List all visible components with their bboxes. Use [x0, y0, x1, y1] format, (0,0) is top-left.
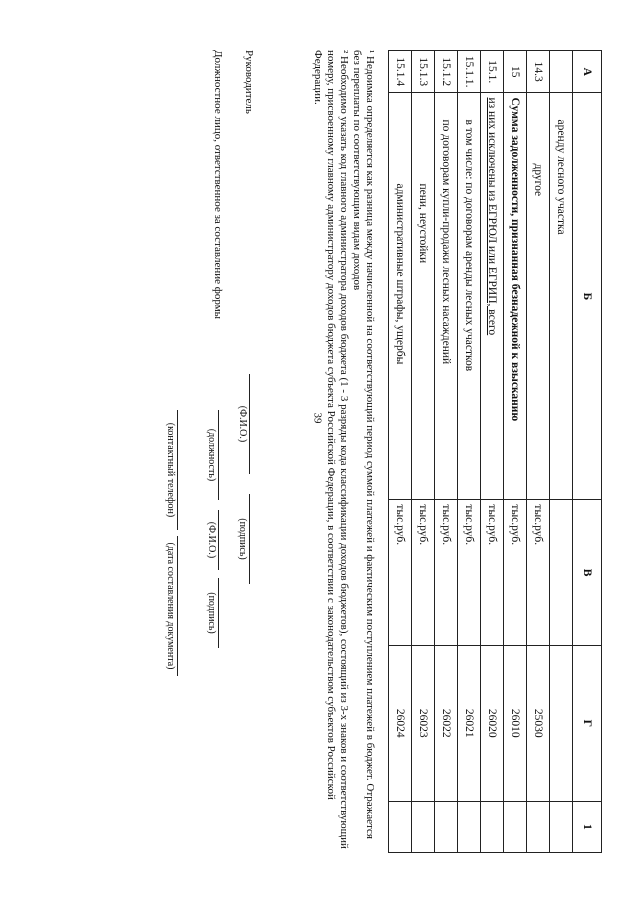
resp-fio-line: [218, 510, 219, 570]
row-value: [504, 801, 527, 852]
row-name: аренду лесного участка: [550, 93, 573, 500]
row-value: [412, 801, 435, 852]
row-line-code: 26024: [389, 645, 412, 801]
row-unit: тыс.руб.: [481, 500, 504, 645]
row-code: 15: [504, 51, 527, 93]
row-unit: тыс.руб.: [389, 500, 412, 645]
row-code: 15.1.4: [389, 51, 412, 93]
report-table: [388, 50, 602, 853]
table-row: [504, 51, 527, 853]
header-b: Б: [573, 93, 602, 500]
header-v: В: [573, 500, 602, 645]
resp-position-line: [218, 410, 219, 500]
row-unit: тыс.руб.: [412, 500, 435, 645]
row-code: 15.1.2: [435, 51, 458, 93]
row-value: [527, 801, 550, 852]
head-label: Руководитель: [243, 50, 255, 114]
row-code: 15.1.: [481, 51, 504, 93]
head-sign-caption: (подпись): [237, 518, 248, 560]
row-value: [435, 801, 458, 852]
table-row: [389, 51, 412, 853]
row-name: другое: [527, 93, 550, 500]
resp-sign-line: [218, 578, 219, 648]
resp-sign-caption: (подпись): [206, 592, 217, 634]
table-row: [481, 51, 504, 853]
row-unit: тыс.руб.: [527, 500, 550, 645]
page-number: 39: [311, 412, 324, 424]
row-unit: [550, 500, 573, 645]
row-value: [550, 801, 573, 852]
row-code: 15.1.1.: [458, 51, 481, 93]
row-line-code: [550, 645, 573, 801]
table-row: [435, 51, 458, 853]
responsible-label: Должностное лицо, ответственное за составление формы: [212, 50, 224, 320]
row-name: в том числе: по договорам аренды лесных участков: [458, 93, 481, 500]
resp-fio-caption: (Ф.И.О.): [206, 521, 217, 559]
row-name: пени, неустойки: [412, 93, 435, 500]
phone-line: [177, 410, 178, 530]
row-code: [550, 51, 573, 93]
table-body: [389, 51, 573, 853]
phone-caption: (контактный телефон): [165, 422, 176, 518]
row-code: 15.1.3: [412, 51, 435, 93]
row-line-code: 26020: [481, 645, 504, 801]
table-header-row: [573, 51, 602, 853]
footnote-1: ¹ Недоимка определяется как разница между начисленной на соответствующий период суммой платежей и фактическим поступлением платежей в бюджет. Отражается без переплаты по соответствующим видам доходов: [351, 50, 376, 839]
table-row: [458, 51, 481, 853]
row-name: Сумма задолженности, признанная безнадежной к взысканию: [504, 93, 527, 500]
row-unit: тыс.руб.: [504, 500, 527, 645]
rotated-document-body: [20, 32, 620, 872]
row-line-code: 25030: [527, 645, 550, 801]
row-unit: тыс.руб.: [435, 500, 458, 645]
resp-position-caption: (должность): [206, 428, 217, 482]
row-value: [458, 801, 481, 852]
head-fio-caption: (Ф.И.О.): [237, 405, 248, 443]
header-a: А: [573, 51, 602, 93]
row-line-code: 26022: [435, 645, 458, 801]
row-value: [481, 801, 504, 852]
head-sign-line: [249, 494, 250, 584]
table-row: [527, 51, 550, 853]
date-line: [177, 536, 178, 676]
row-unit: тыс.руб.: [458, 500, 481, 645]
footnote-2: ² Необходимо указать код главного администратора доходов бюджета (1 - 3 разряды кода классификации доходов бюджетов), состоящий из 3-х знаков и соответствующий номеру, присвоенному главному администратору доходов бюджета субъекта Российской Федерации, в соответствии с законодательством субъектов Российской Федерации.: [312, 50, 350, 849]
date-caption: (дата составления документа): [165, 542, 176, 670]
row-name: административные штрафы, ущербы: [389, 93, 412, 500]
table-row: [550, 51, 573, 853]
row-name: по договорам купли-продажи лесных насаждений: [435, 93, 458, 500]
footnotes: [311, 50, 376, 850]
header-g: Г: [573, 645, 602, 801]
row-code: 14.3: [527, 51, 550, 93]
header-1: 1: [573, 801, 602, 852]
row-value: [389, 801, 412, 852]
table-row: [412, 51, 435, 853]
row-line-code: 26023: [412, 645, 435, 801]
row-line-code: 26021: [458, 645, 481, 801]
head-fio-line: [249, 374, 250, 474]
row-line-code: 26010: [504, 645, 527, 801]
row-name: из них исключены из ЕГРЮЛ или ЕГРИП, всего: [481, 93, 504, 500]
